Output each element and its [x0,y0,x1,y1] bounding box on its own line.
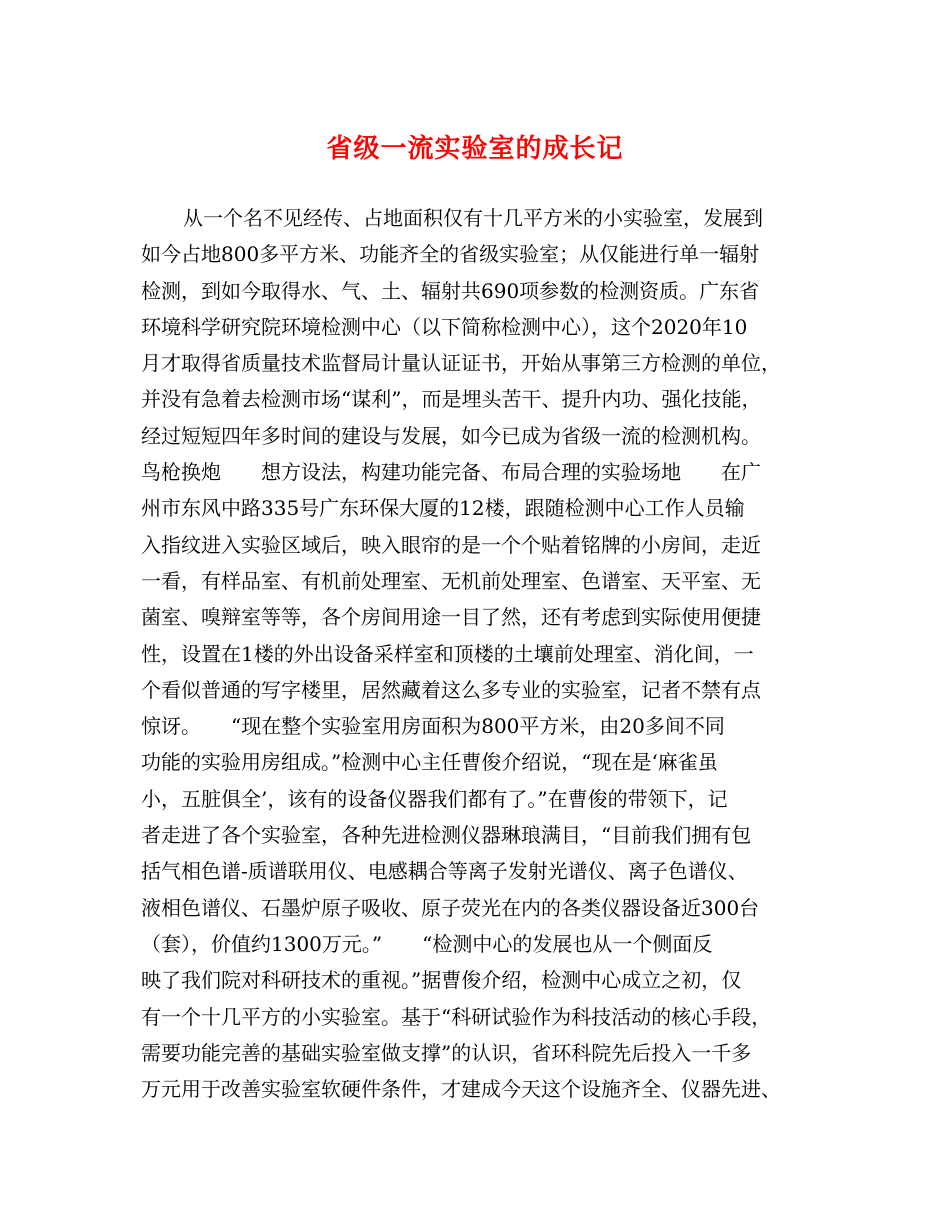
text-line: 入指纹进入实验区域后，映入眼帘的是一个个贴着铭牌的小房间，走近 [141,532,761,557]
text-line: 经过短短四年多时间的建设与发展，如今已成为省级一流的检测机构。 [141,423,761,448]
text-line: 万元用于改善实验室软硬件条件，才建成今天这个设施齐全、仪器先进、 [141,1077,781,1102]
text-line: 环境科学研究院环境检测中心（以下简称检测中心），这个2020年10 [141,314,748,339]
text-line: 小，五脏俱全’，该有的设备仪器我们都有了。”在曹俊的带领下，记 [141,786,728,811]
text-line: 月才取得省质量技术监督局计量认证证书，开始从事第三方检测的单位， [141,351,781,376]
text-line: 一看，有样品室、有机前处理室、无机前处理室、色谱室、天平室、无 [141,568,761,593]
text-line: 需要功能完善的基础实验室做支撑”的认识，省环科院先后投入一千多 [141,1040,752,1065]
text-line: 检测，到如今取得水、气、土、辐射共690项参数的检测资质。广东省 [141,278,760,303]
text-line: 功能的实验用房组成。”检测中心主任曹俊介绍说，“现在是‘麻雀虽 [141,750,718,775]
text-line: 括气相色谱-质谱联用仪、电感耦合等离子发射光谱仪、离子色谱仪、 [141,859,748,884]
text-line: 有一个十几平方的小实验室。基于“科研试验作为科技活动的核心手段， [141,1004,772,1029]
text-line: 州市东风中路335号广东环保大厦的12楼，跟随检测中心工作人员输 [141,496,745,521]
text-line: 个看似普通的写字楼里，居然藏着这么多专业的实验室，记者不禁有点 [141,677,761,702]
text-line: 从一个名不见经传、占地面积仅有十几平方米的小实验室，发展到 [183,206,763,230]
text-line: 惊讶。 “现在整个实验室用房面积为800平方米，由20多间不同 [141,714,725,739]
text-line: 映了我们院对科研技术的重视。”据曹俊介绍，检测中心成立之初，仅 [141,968,742,993]
text-line: 液相色谱仪、石墨炉原子吸收、原子荧光在内的各类仪器设备近300台 [141,895,760,920]
text-line: （套），价值约1300万元。” “检测中心的发展也从一个侧面反 [141,931,713,956]
body-text [141,200,811,1107]
text-line: 性，设置在1楼的外出设备采样室和顶楼的土壤前处理室、消化间，一 [141,641,754,666]
text-line: 并没有急着去检测市场“谋利”，而是埋头苦干、提升内功、强化技能， [141,387,762,412]
text-line: 鸟枪换炮 想方设法，构建功能完备、布局合理的实验场地 在广 [141,460,761,485]
document-title: 省级一流实验室的成长记 [326,134,624,164]
text-line: 者走进了各个实验室，各种先进检测仪器琳琅满目，“目前我们拥有包 [141,823,752,848]
text-line: 菌室、嗅辩室等等，各个房间用途一目了然，还有考虑到实际使用便捷 [141,605,761,630]
text-line: 如今占地800多平方米、功能齐全的省级实验室；从仅能进行单一辐射 [141,242,760,267]
